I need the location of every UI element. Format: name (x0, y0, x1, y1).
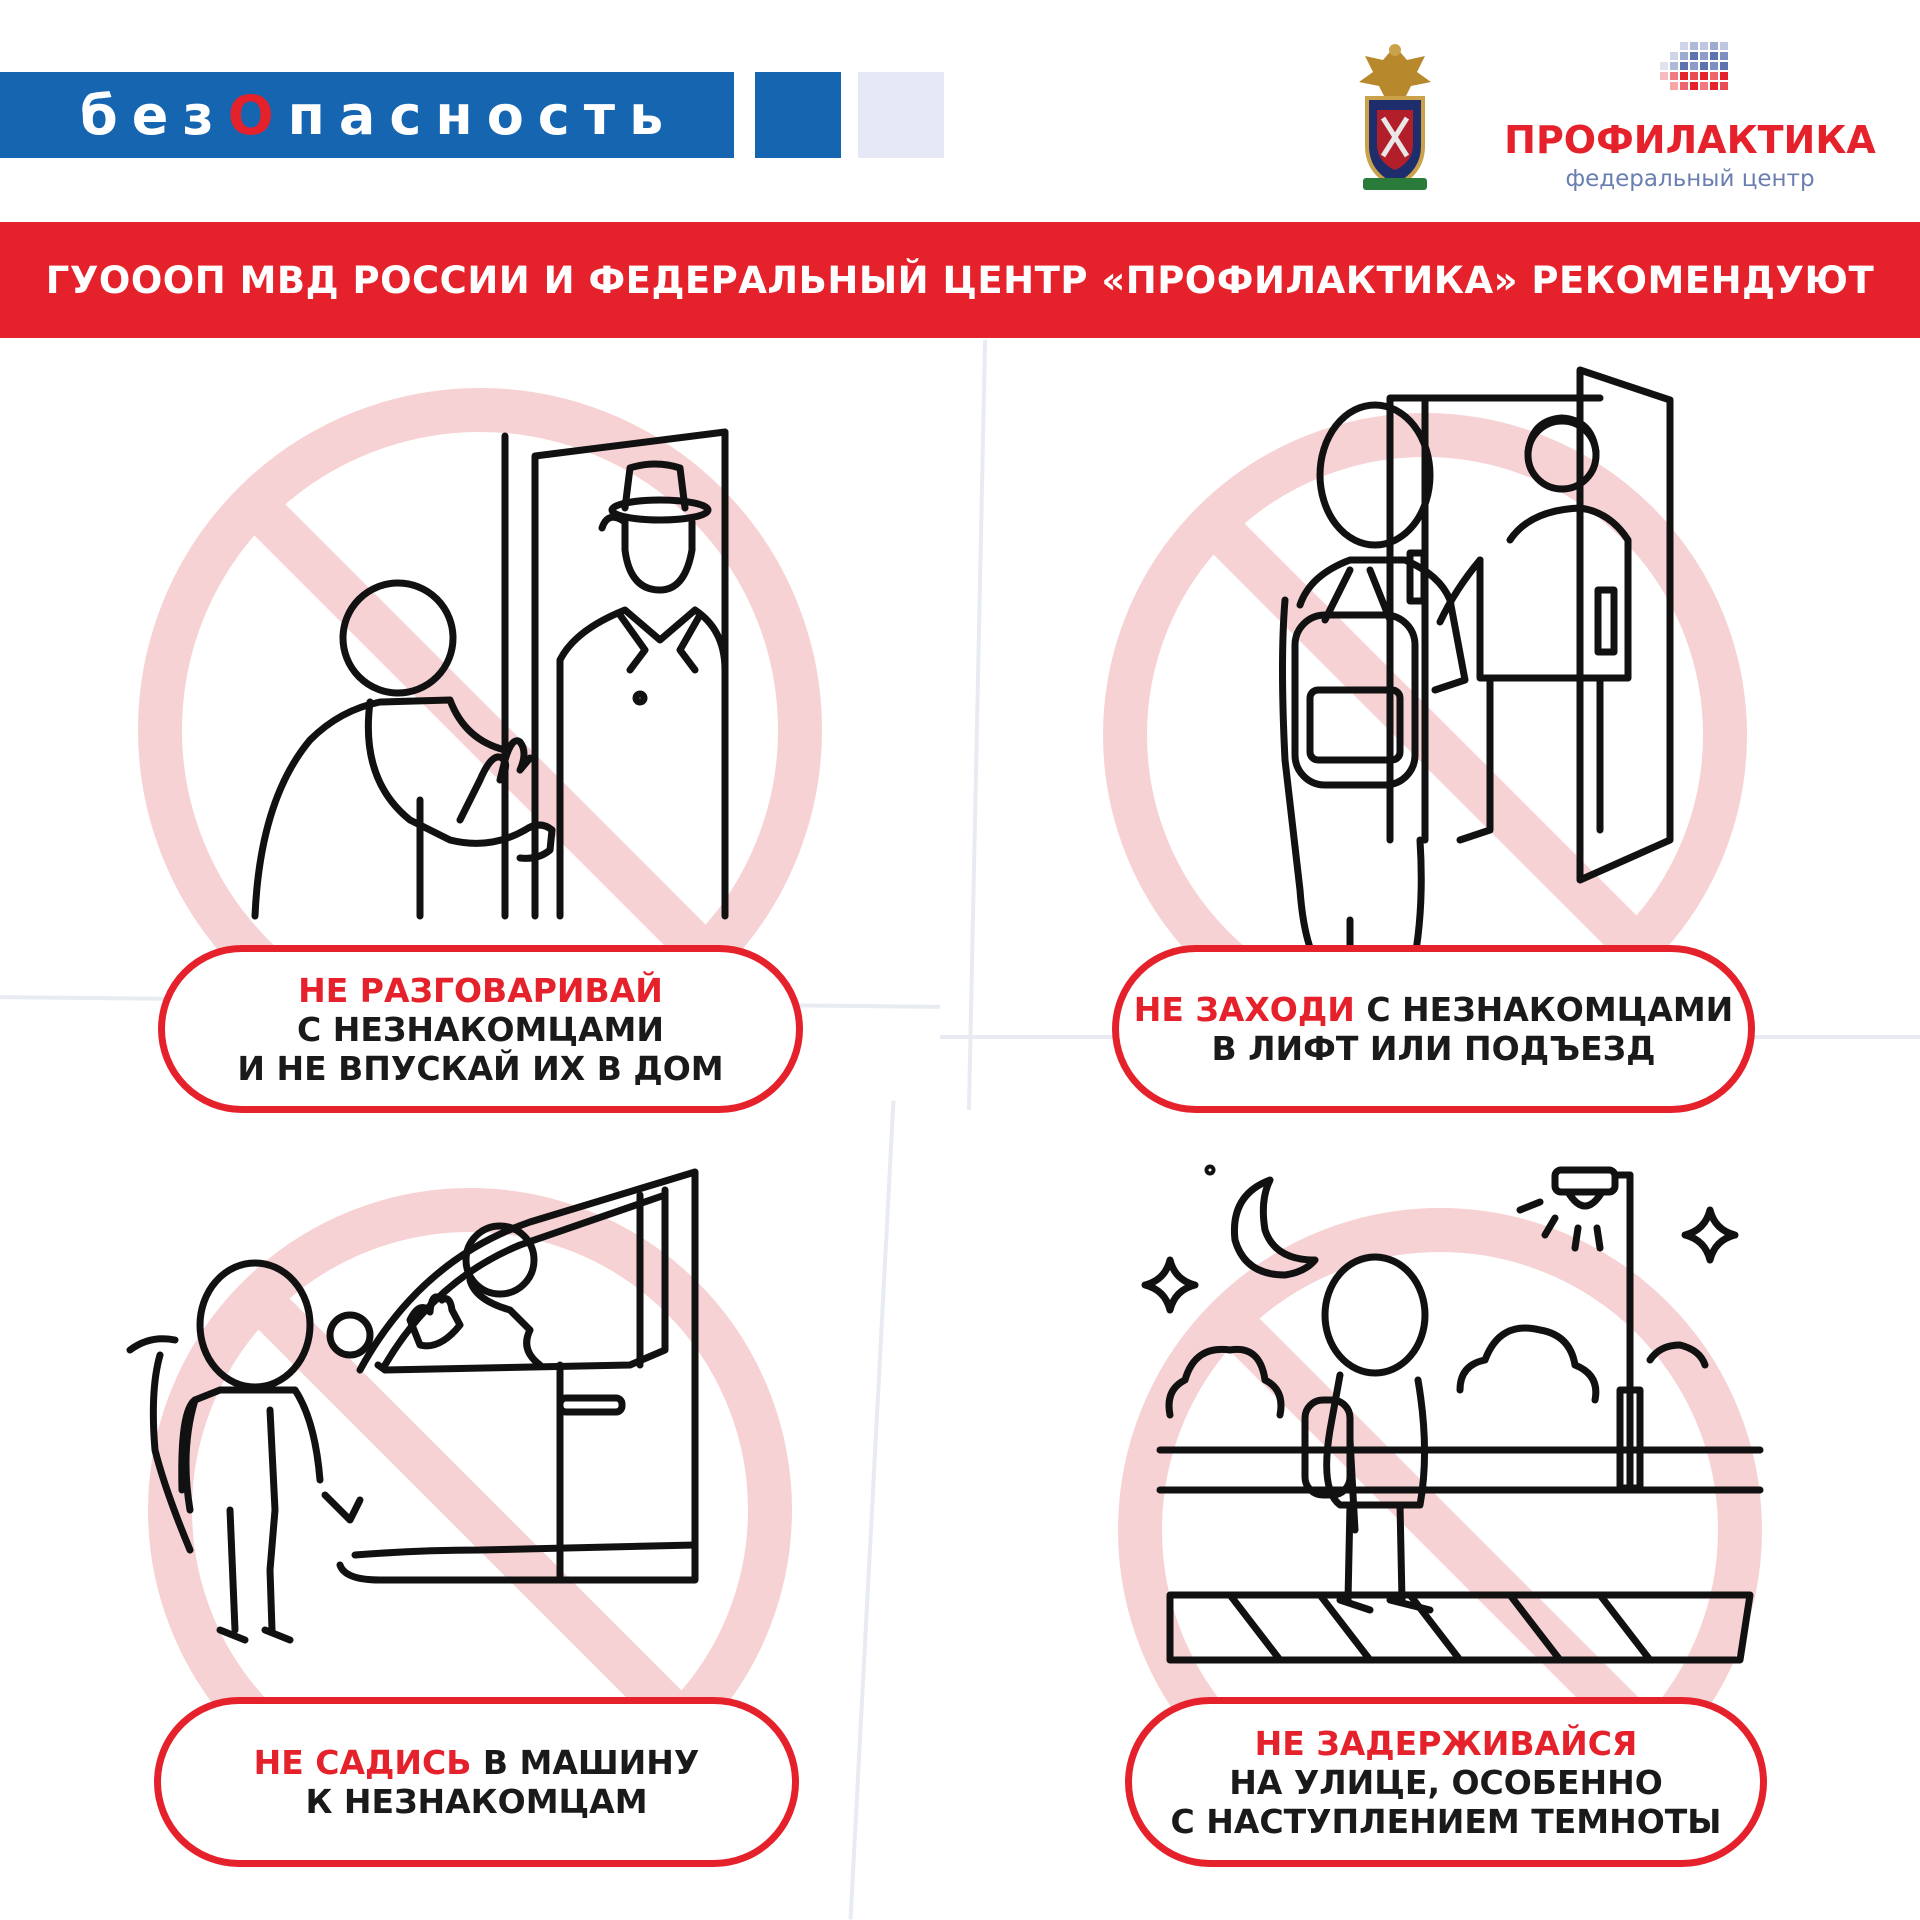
rule4-line2: НА УЛИЦЕ, ОСОБЕННО (1229, 1762, 1663, 1802)
title-part1: без (80, 83, 228, 147)
header-title (80, 84, 677, 147)
prohibition-sign-icon (120, 1150, 840, 1720)
brand-name: ПРОФИЛАКТИКА (1504, 118, 1876, 162)
fold-line (849, 1100, 896, 1919)
rule1-line2: С НЕЗНАКОМЦАМИ (297, 1009, 664, 1049)
rule3-line2: К НЕЗНАКОМЦАМ (305, 1782, 648, 1821)
recommendation-banner (0, 222, 1920, 338)
title-part2: пасность (287, 83, 678, 147)
panel-night-street (1100, 1150, 1820, 1710)
header-square-light (858, 72, 944, 158)
rule3-line1: В МАШИНУ (471, 1743, 700, 1782)
rule1-line3: И НЕ ВПУСКАЙ ИХ В ДОМ (237, 1048, 724, 1088)
rule1-highlight: НЕ РАЗГОВАРИВАЙ (298, 970, 663, 1010)
card-rule-3 (154, 1697, 799, 1867)
rule2-line1: С НЕЗНАКОМЦАМИ (1354, 990, 1734, 1029)
title-accent-o: О (227, 83, 288, 147)
panel-car-stranger (120, 1150, 840, 1720)
brand-subtitle: федеральный центр (1565, 166, 1815, 192)
banner-text: ГУОООП МВД РОССИИ И ФЕДЕРАЛЬНЫЙ ЦЕНТР «ПРОФИЛАКТИКА» РЕКОМЕНДУЮТ (45, 258, 1875, 302)
rule2-line2: В ЛИФТ ИЛИ ПОДЪЕЗД (1211, 1029, 1656, 1068)
police-emblem-icon (1345, 38, 1445, 198)
card-rule-4 (1125, 1697, 1767, 1867)
rule4-highlight: НЕ ЗАДЕРЖИВАЙСЯ (1254, 1723, 1638, 1763)
card-rule-2 (1112, 945, 1755, 1113)
rule4-line3: С НАСТУПЛЕНИЕМ ТЕМНОТЫ (1170, 1801, 1722, 1841)
fold-line (967, 340, 987, 1110)
header-square-blue (755, 72, 841, 158)
prohibition-sign-icon (1100, 1150, 1820, 1710)
card-rule-1 (158, 945, 803, 1113)
rule2-highlight: НЕ ЗАХОДИ (1133, 990, 1355, 1029)
header-band (0, 72, 734, 158)
rule3-highlight: НЕ САДИСЬ (253, 1743, 472, 1782)
pixel-grid-logo-icon (1650, 42, 1736, 98)
